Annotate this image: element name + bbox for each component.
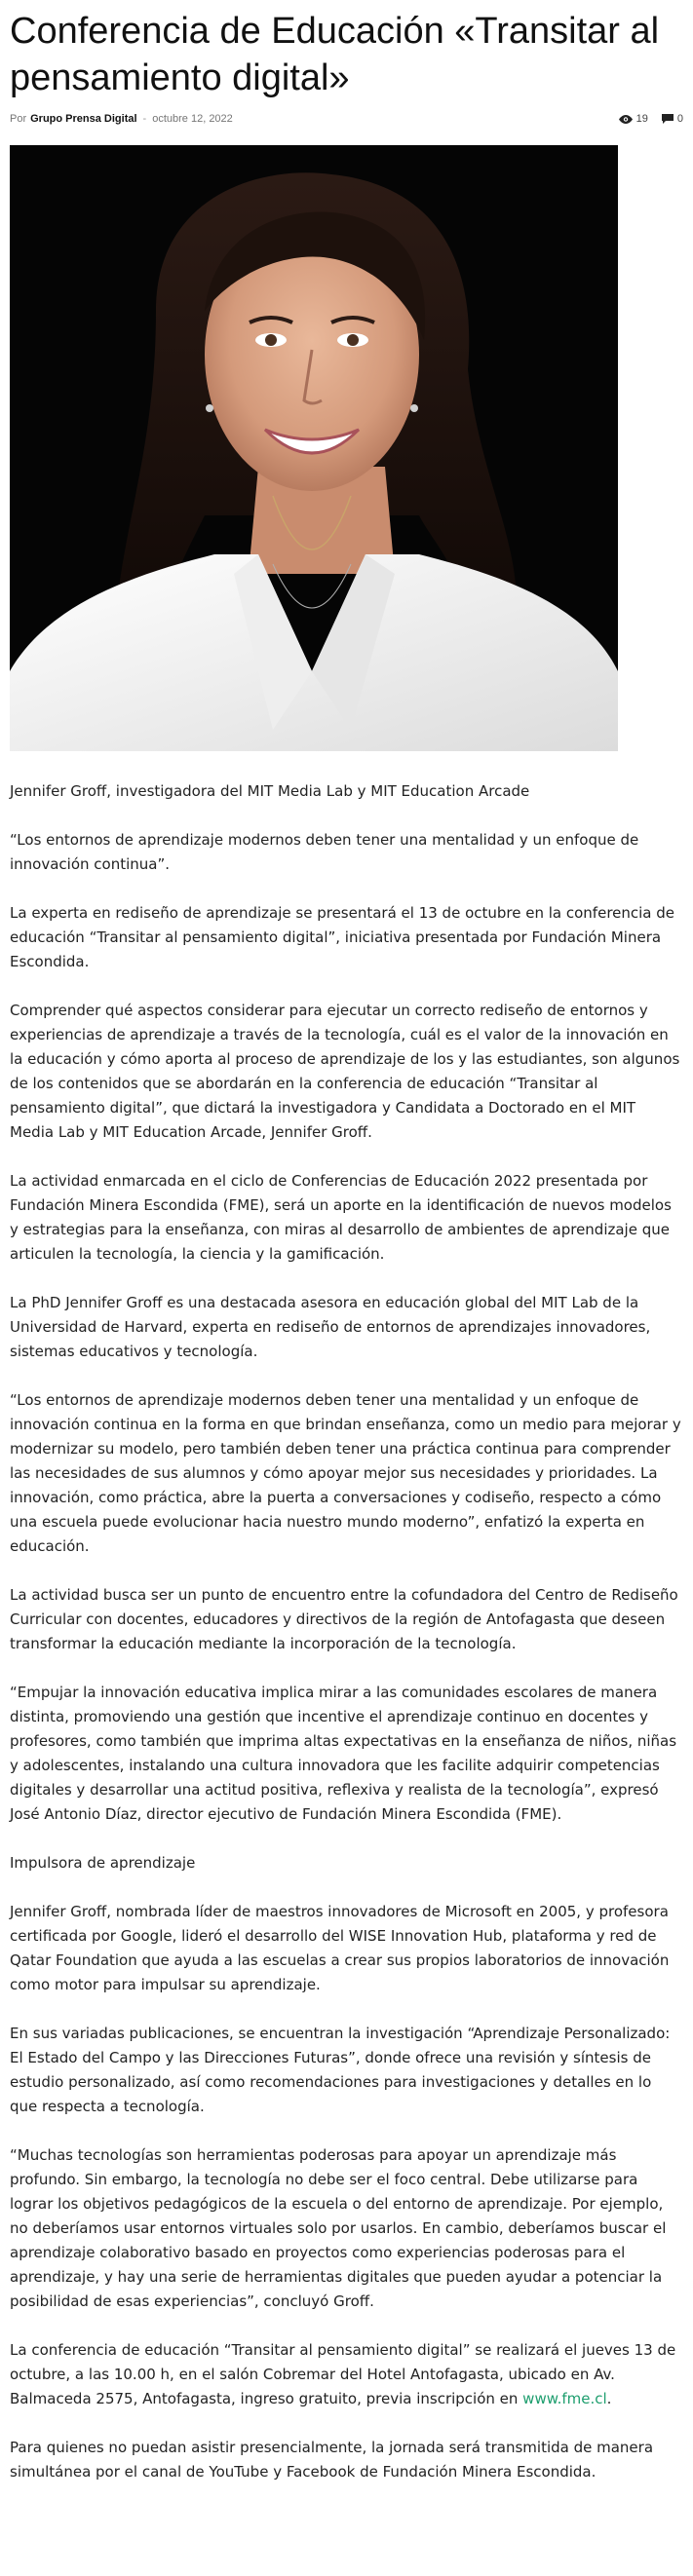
article-paragraph: La experta en rediseño de aprendizaje se presentará el 13 de octubre en la conferencia de educación “Transitar al pensamiento digital”, iniciativa presentada por Fundación Minera Escondida. xyxy=(10,904,675,970)
portrait-image xyxy=(10,145,618,751)
article-paragraph: “Los entornos de aprendizaje modernos deben tener una mentalidad y un enfoque de innovación continua en la forma en que brindan enseñanza, como un medio para mejorar y modernizar su modelo, pero también deben tener una práctica continua para comprender las necesidades de sus alumnos y cómo apoyar mejor sus necesidades y prioridades. La innovación, como práctica, abre la puerta a conversaciones y codiseño, respecto a cómo una escuela puede evolucionar hacia nuestro mundo moderno”, enfatizó la experta en educación. xyxy=(10,1391,681,1555)
article-paragraph: Jennifer Groff, nombrada líder de maestros innovadores de Microsoft en 2005, y profesora certificada por Google, lideró el desarrollo del WISE Innovation Hub, plataforma y red de Qatar Foundation que ayuda a las escuelas a crear sus propios laboratorios de innovación como motor para impulsar su aprendizaje. xyxy=(10,1903,670,1993)
views-value: 19 xyxy=(635,113,648,125)
page-title: Conferencia de Educación «Transitar al pensamiento digital» xyxy=(10,11,660,98)
eye-icon xyxy=(619,115,633,124)
article-container xyxy=(0,8,693,2484)
comment-icon xyxy=(662,114,674,124)
views-count xyxy=(619,113,648,125)
event-details-text: La conferencia de educación “Transitar al pensamiento digital” se realizará el jueves 13 de octubre, a las 10.00 h, en el salón Cobremar del Hotel Antofagasta, ubicado en Av. Balmaceda 2575, Antofagasta, ingreso gratuito, previa inscripción en xyxy=(10,2341,676,2407)
article-paragraph: “Muchas tecnologías son herramientas poderosas para apoyar un aprendizaje más profundo. Sin embargo, la tecnología no debe ser el foco central. Debe utilizarse para lograr los objetivos pedagógicos de la escuela o del entorno de aprendizaje. Por ejemplo, no deberíamos usar entornos virtuales solo por usarlos. En cambio, deberíamos buscar el aprendizaje colaborativo basado en proyectos como experiencias poderosas para el aprendizaje, y hay una serie de herramientas digitales que pueden ayudar a potenciar la posibilidad de esas experiencias”, concluyó Groff. xyxy=(10,2146,667,2310)
article-paragraph: “Los entornos de aprendizaje modernos deben tener una mentalidad y un enfoque de innovación continua”. xyxy=(10,831,639,873)
comments-value: 0 xyxy=(676,113,683,125)
article-paragraph: La actividad busca ser un punto de encuentro entre la cofundadora del Centro de Rediseño Curricular con docentes, educadores y directivos de la región de Antofagasta que deseen transformar la educación mediante la incorporación de la tecnología. xyxy=(10,1586,678,1652)
article-paragraph: Comprender qué aspectos considerar para ejecutar un correcto rediseño de entornos y experiencias de aprendizaje a través de la tecnología, cuál es el valor de la innovación en la educación y cómo aporta al proceso de aprendizaje de los y las estudiantes, son algunos de los contenidos que se abordarán en la conferencia de educación “Transitar al pensamiento digital”, que dictará la investigadora y Candidata a Doctorado en el MIT Media Lab y MIT Education Arcade, Jennifer Groff. xyxy=(10,1002,680,1141)
section-subheading: Impulsora de aprendizaje xyxy=(10,1854,196,1872)
closing-paragraph: Para quienes no puedan asistir presencialmente, la jornada será transmitida de manera simultánea por el canal de YouTube y Facebook de Fundación Minera Escondida. xyxy=(10,2439,654,2481)
byline-prefix: Por xyxy=(10,113,27,125)
photo-caption: Jennifer Groff, investigadora del MIT Media Lab y MIT Education Arcade xyxy=(10,782,530,800)
article-paragraph: En sus variadas publicaciones, se encuentran la investigación “Aprendizaje Personalizado: El Estado del Campo y las Direcciones Futuras”, donde ofrece una revisión y síntesis de estudio personalizado, así como recomendaciones para investigaciones y detalles en lo que respecta a tecnología. xyxy=(10,2025,671,2115)
article-paragraph: La PhD Jennifer Groff es una destacada asesora en educación global del MIT Lab de la Universidad de Harvard, experta en rediseño de entornos de aprendizajes innovadores, sistemas educativos y tecnología. xyxy=(10,1294,651,1360)
author-link[interactable]: Grupo Prensa Digital xyxy=(30,113,137,125)
featured-photo xyxy=(10,145,618,751)
article-body xyxy=(10,779,683,2484)
article-meta xyxy=(10,111,683,127)
event-details-end: . xyxy=(606,2390,612,2407)
article-paragraph-event xyxy=(10,2338,683,2411)
registration-link[interactable]: www.fme.cl xyxy=(522,2390,607,2407)
article-paragraph: “Empujar la innovación educativa implica mirar a las comunidades escolares de manera distinta, promoviendo una gestión que incentive el aprendizaje continuo en docentes y profesores, como también que imprima altas expectativas en la enseñanza de niños, niñas y adolescentes, instalando una cultura innovadora que les facilite adquirir competencias digitales y desarrollar una actitud positiva, reflexiva y realista de la tecnología”, expresó José Antonio Díaz, director ejecutivo de Fundación Minera Escondida (FME). xyxy=(10,1684,677,1823)
article-paragraph: La actividad enmarcada en el ciclo de Conferencias de Educación 2022 presentada por Fundación Minera Escondida (FME), será un aporte en la identificación de nuevos modelos y estrategias para la enseñanza, con miras al desarrollo de ambientes de aprendizaje que articulen la tecnología, la ciencia y la gamificación. xyxy=(10,1172,672,1263)
meta-separator: - xyxy=(142,113,147,125)
comments-count[interactable] xyxy=(662,113,683,125)
publish-date: octubre 12, 2022 xyxy=(152,113,233,125)
